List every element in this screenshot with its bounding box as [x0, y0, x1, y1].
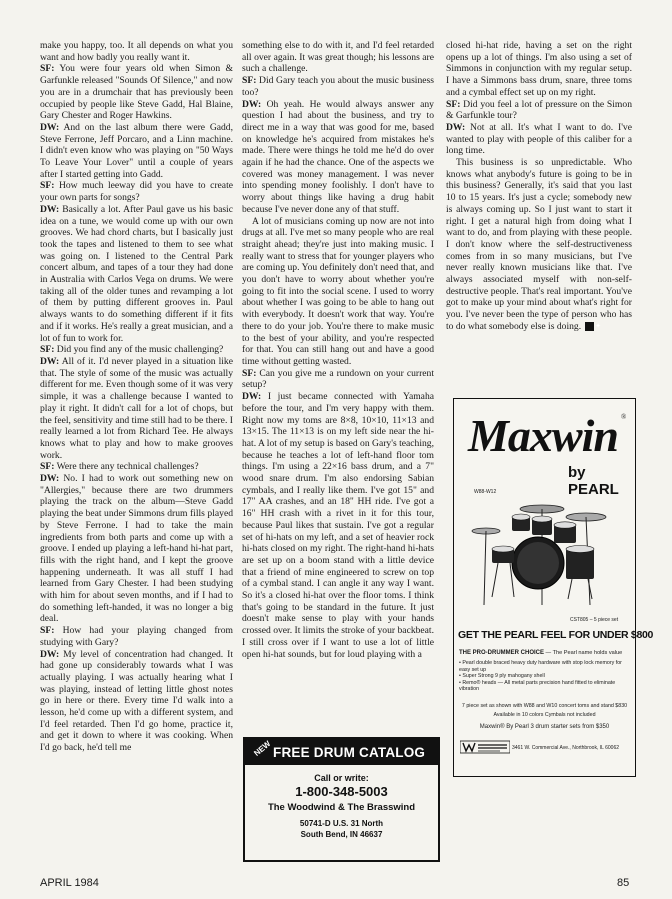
paragraph-text: My level of concentration had changed. It had gone up considerably towards what I was actually playing. I was actually hearing what I was playing, instead of letting little ghost notes go in here or there. Every time I'd walk into a lesson, he'd come up with a different system, and I'd feel retarded. Then I'd go home, practice it, and get it down to where it was cooking. When I'd go back, he'd tell me	[40, 648, 233, 754]
catalog-address: 50741-D U.S. 31 North	[299, 819, 384, 828]
pearl-features	[459, 660, 631, 693]
speaker-label: SF:	[40, 63, 55, 75]
article-paragraph	[242, 391, 434, 660]
drum-catalog-ad[interactable]	[243, 737, 440, 862]
paragraph-text: Not at all. It's what I want to do. I've wanted to play with people of this caliber for a long time.	[446, 121, 632, 157]
end-of-article-icon: ✦	[585, 322, 594, 331]
paragraph-text: All of it. I'd never played in a situation like that. The style of some of the music was actually different for me. Even though some of it was very simple, it was a challenge because I wanted to play it right. It didn't call for a lot of chops, but the feel, sensitivity and time still had to be there. I really learned a lot from Richard Tee. He always knows what to play and how to make grooves work.	[40, 355, 233, 461]
paragraph-text: No. I had to work out something new on "Allergies," because there are two drummers playing the track on the album—Steve Gadd playing the beat under Simmons drum fills played by Steve Ferrone. I had to take the main ingredients from both parts and come up with a groove. I ended up playing a left-hand hi-hat part, fills with the right hand, and I kept the groove happening underneath. It was all stuff I had learned from Gary Chester. I had been studying with him for about seven months, and if I had to do something left-handed, it was no longer a big deal.	[40, 473, 233, 625]
paragraph-text: I just became connected with Yamaha before the tour, and I'm very happy with them. Right now my toms are 8×8, 10×10, 11×13 and 13×15. The 11×13 is on my left side near the hi-hat. A lot of my setup is based on Gary's teaching, because he teaches a lot of left-hand floor tom things. I'm using a 22×16 bass drum, and a 7" wood snare drum. I'm also endorsing Sabian cymbals, and I really like them. I've got 15" and 17" AA crashes, and an 18" HH ride. I've got a 16" HH crash with a rivet in it for this tour, because Paul likes that sustain. I've got a regular set of hi-hats on my left, and a set of heavier rock hi-hats closed on my right. The right-hand hi-hats are set up on a boom stand with a little device that a friend of mine engineered to screw on top of a cymbal stand. I can angle it any way I want. So it's a closed hi-hat over the floor toms. I think that's going to be standard in the future. It just doesn't make sense to play with your hands crossed over. It limits the stroke of your backbeat. I still cross over if I want to use a lot of little open hi-hat sounds, but for loud playing with a	[242, 391, 434, 660]
paragraph-text: Basically a lot. After Paul gave us his basic idea on a tune, we would come up with our own grooves. We had chord charts, but I basically just took the tapes and listened to them to see what was going on. I listened to the Central Park concert album, and tapes of a tour they had done in Australia with Carlos Vega on drums. We were taking all of the older tunes and revamping a lot of them by putting different grooves in. Paul always wants to do something different if it fits and if it works. He's really a great musician, and a lot of fun to work for.	[40, 203, 233, 344]
speaker-label: DW:	[242, 391, 262, 403]
pearl-maxwin-ad[interactable]	[453, 398, 654, 777]
paragraph-text: Were there any technical challenges?	[56, 461, 199, 473]
speaker-label: SF:	[40, 625, 55, 637]
speaker-label: SF:	[242, 367, 257, 379]
speaker-label: DW:	[40, 473, 60, 485]
catalog-phone[interactable]: 1-800-348-5003	[295, 784, 388, 799]
paragraph-text: Did you find any of the music challenging?	[56, 344, 224, 356]
pearl-headline: GET THE PEARL FEEL FOR UNDER $800	[458, 629, 654, 641]
new-badge: NEW	[252, 739, 273, 758]
speaker-label: DW:	[446, 121, 466, 133]
catalog-store-name: The Woodwind & The Brasswind	[267, 802, 416, 813]
speaker-label: SF:	[40, 180, 55, 192]
registered-mark: ®	[621, 413, 627, 421]
set-note: 7 piece set as shown with W88 and W10 concert toms and stand $830	[461, 703, 628, 709]
article-paragraph	[40, 40, 233, 63]
catalog-banner	[245, 739, 438, 765]
choice-title: THE PRO-DRUMMER CHOICE	[459, 650, 544, 656]
feature-item: • Remo® heads — All metal parts precision hand fitted to eliminate vibration	[459, 679, 616, 693]
paragraph-text: How much leeway did you have to create your own parts for songs?	[40, 180, 233, 204]
article-column-2	[242, 40, 434, 660]
pearl-choice	[459, 650, 631, 657]
feature-item: • Super Strong 9 ply mahogany shell	[459, 673, 545, 680]
article-paragraph	[446, 157, 632, 333]
maxwin-logo: Maxwin	[468, 410, 618, 461]
article-paragraph	[242, 368, 434, 391]
article-paragraph	[242, 99, 434, 216]
catalog-title: FREE DRUM CATALOG	[273, 745, 426, 760]
paragraph-text: Oh yeah. He would always answer any question I had about the business, and try to direct me in a way that was good for me, based on knowledge he's acquired from mistakes he's made. There were things he told me he'd do over again if he had the chance. One of the aspects we covered was money management. I was never into spending money foolishly. I don't have to worry about things like having a drug habit because I've never done any of that stuff.	[242, 98, 434, 215]
speaker-label: SF:	[242, 75, 257, 87]
article-paragraph	[242, 216, 434, 368]
article-paragraph	[40, 63, 233, 122]
catalog-call-label: Call or write:	[314, 773, 369, 783]
paragraph-text: closed hi-hat ride, having a set on the right opens up a lot of things. I'm also using a set of Simmons in conjunction with my regular setup. I have a Simmons bass drum, snare, three toms and a cymbal effect set up on my right.	[446, 40, 632, 98]
article-paragraph	[242, 40, 434, 75]
drum-kit-photo	[468, 487, 620, 615]
speaker-label: DW:	[242, 98, 262, 110]
article-paragraph	[40, 649, 233, 754]
article-paragraph	[40, 461, 233, 473]
speaker-label: DW:	[40, 121, 60, 133]
speaker-label: SF:	[40, 461, 55, 473]
article-paragraph	[40, 122, 233, 181]
paragraph-text: something else to do with it, and I'd feel retarded all over again. It was great though; his lessons are such a challenge.	[242, 40, 434, 75]
paragraph-text: A lot of musicians coming up now are not into drugs at all. I've met so many people who are real straight ahead; they're just into making music. I really want to stress that for younger players who are coming up. You definitely don't need that, and you don't have to worry about whether you're going to fit into the social scene. I used to worry about whether I was going to be able to hang out with everybody. It doesn't work that way. You're there to do your job. You're there to make music to the best of your ability, and you're respected for that. You can still hang out and have a good time without getting wasted.	[242, 215, 434, 367]
article-paragraph	[446, 40, 632, 99]
speaker-label: DW:	[40, 355, 60, 367]
speaker-label: DW:	[40, 648, 60, 660]
page-number: 85	[617, 877, 630, 889]
issue-date: APRIL 1984	[40, 877, 99, 889]
paragraph-text: How had your playing changed from studying with Gary?	[40, 625, 233, 648]
article-paragraph	[446, 99, 632, 122]
article-paragraph	[40, 344, 233, 356]
article-paragraph	[242, 75, 434, 98]
paragraph-text: Did Gary teach you about the music business too?	[242, 75, 434, 98]
article-paragraph	[40, 356, 233, 461]
set-code: CST805 – 5 piece set	[570, 617, 619, 623]
paragraph-text: Can you give me a rundown on your current setup?	[242, 367, 434, 391]
availability-note: Available in 10 colors Cymbals not included	[493, 712, 596, 718]
article-paragraph	[40, 625, 233, 648]
paragraph-text: You were four years old when Simon & Garfunkle released "Sounds Of Silence," and now you are in a drumchair that has previously been occupied by people like Steve Gadd, Hal Blaine, Gary Chester and Roger Hawkins.	[40, 63, 233, 122]
paragraph-text: Did you feel a lot of pressure on the Simon & Garfunkle tour?	[446, 98, 632, 122]
speaker-label: SF:	[446, 98, 461, 110]
article-paragraph	[40, 180, 233, 203]
choice-text: — The Pearl name holds value	[544, 650, 623, 656]
speaker-label: SF:	[40, 344, 55, 356]
dealer-address: 3461 W. Commercial Ave., Northbrook, IL 60062	[512, 745, 619, 751]
paragraph-text: make you happy, too. It all depends on what you want and how badly you really want it.	[40, 40, 233, 63]
article-paragraph	[40, 473, 233, 625]
starter-sets: Maxwin® By Pearl 3 drum starter sets from $350	[479, 724, 610, 730]
paragraph-text: This business is so unpredictable. Who knows what anybody's future is going to be in this business? Generally, it's said that you last 10 to 15 years. It's just a cycle; somebody new is always coming up. So I just want to start it right. I get a natural high from doing what I want to do, and from playing with these people. I don't know where the self-destructiveness comes from in so many musicians, but I've never really known musicians like that. I've always associated myself with non-self-destructive people. That's real important. You've got to make up your mind about what's right for you. I've never been the type of person who has to do what somebody else is doing.	[446, 157, 632, 332]
dealer-logo	[460, 739, 510, 755]
model-label: W88-W12	[474, 489, 497, 495]
catalog-city: South Bend, IN 46637	[300, 830, 383, 839]
article-column-1	[40, 40, 233, 754]
feature-item: • Pearl double braced heavy duty hardware with stop lock memory for easy set up	[459, 660, 622, 673]
article-paragraph	[446, 122, 632, 157]
by-pearl-label: by PEARL	[568, 464, 619, 498]
speaker-label: DW:	[40, 203, 60, 215]
drum-kit-icon	[468, 487, 620, 615]
article-paragraph	[40, 204, 233, 344]
paragraph-text: And on the last album there were Gadd, Steve Ferrone, Jeff Porcaro, and a Linn machine. I didn't even know who was playing on "50 Ways To Leave Your Lover" until a couple of years after I started getting into Gadd.	[40, 121, 233, 180]
article-column-3	[446, 40, 632, 333]
